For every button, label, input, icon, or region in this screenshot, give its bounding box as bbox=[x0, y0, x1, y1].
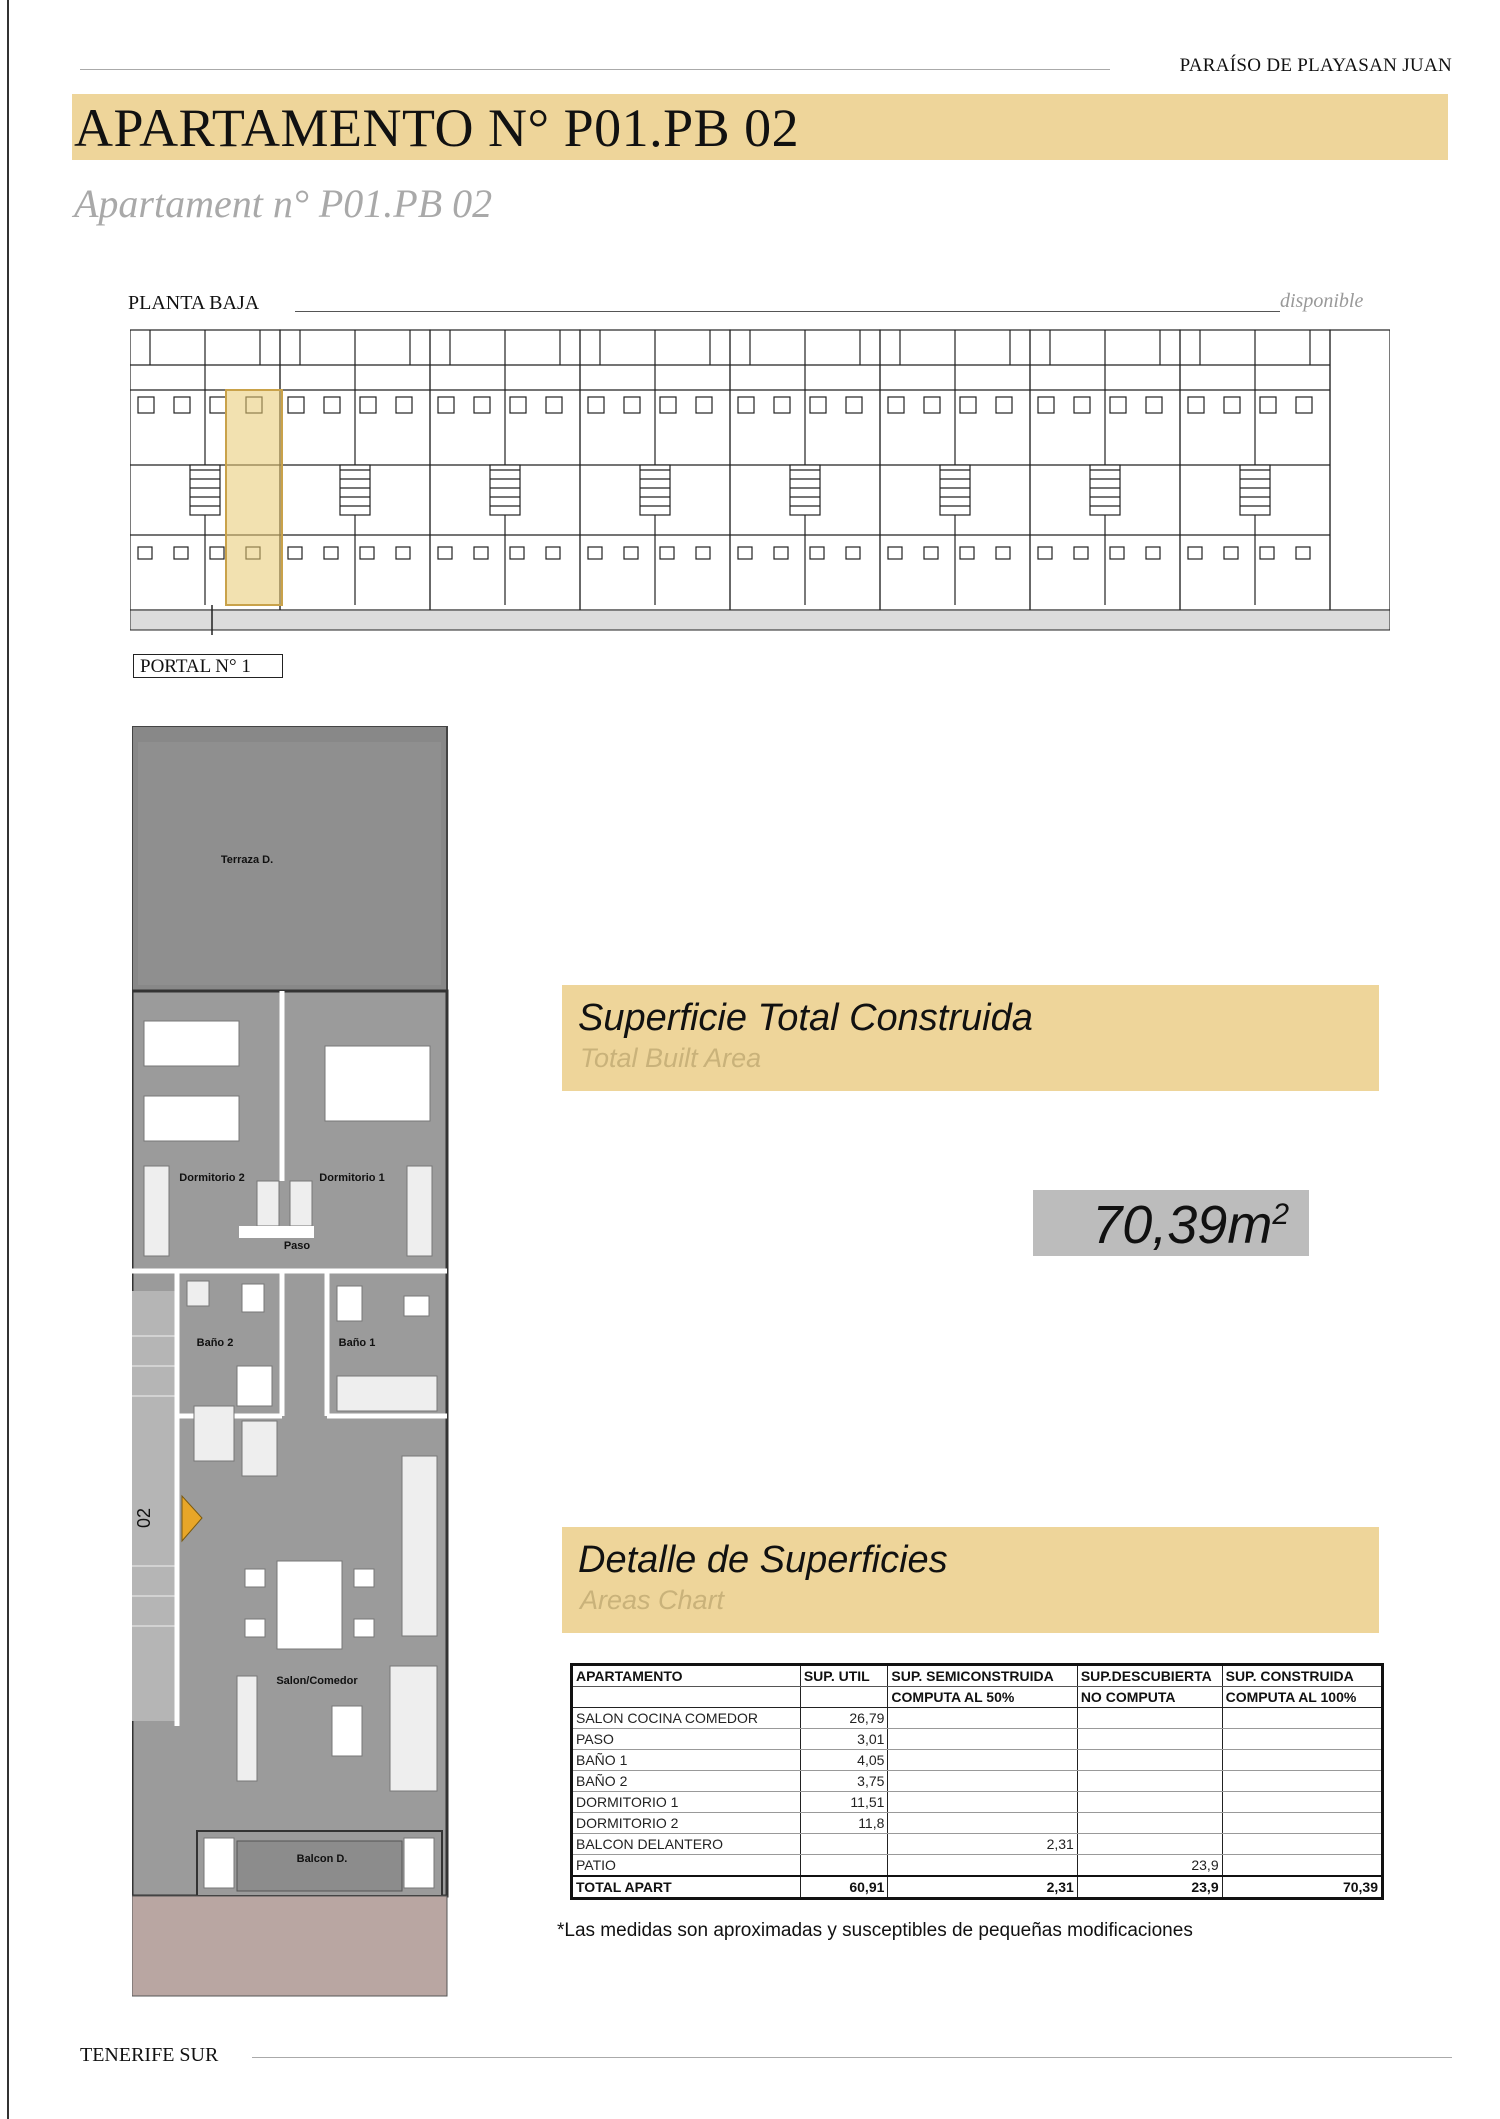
door-number: 02 bbox=[134, 1507, 154, 1529]
table-cell: BAÑO 1 bbox=[572, 1750, 801, 1771]
table-total-cell: 70,39 bbox=[1222, 1876, 1382, 1899]
apartment-floor-plan bbox=[132, 726, 452, 2001]
table-cell bbox=[888, 1771, 1077, 1792]
table-header-cell: SUP. CONSTRUIDA bbox=[1222, 1665, 1382, 1687]
table-cell: 2,31 bbox=[888, 1834, 1077, 1855]
table-row bbox=[572, 1813, 1383, 1834]
table-row bbox=[572, 1855, 1383, 1877]
table-row bbox=[572, 1729, 1383, 1750]
table-cell: DORMITORIO 2 bbox=[572, 1813, 801, 1834]
table-cell: PATIO bbox=[572, 1855, 801, 1877]
brand-name: PARAÍSO DE PLAYASAN JUAN bbox=[1179, 55, 1452, 76]
table-row bbox=[572, 1792, 1383, 1813]
floor-rule bbox=[295, 311, 1280, 312]
room-label-terraza: Terraza D. bbox=[220, 854, 274, 866]
detail-title: Detalle de Superficies bbox=[578, 1539, 948, 1581]
room-label-dormitorio1: Dormitorio 1 bbox=[319, 1172, 385, 1184]
table-header-row bbox=[572, 1687, 1383, 1708]
table-cell bbox=[888, 1855, 1077, 1877]
table-cell bbox=[1222, 1813, 1382, 1834]
table-cell bbox=[1077, 1792, 1222, 1813]
table-cell bbox=[1222, 1855, 1382, 1877]
detail-panel bbox=[562, 1527, 1379, 1633]
table-cell bbox=[1077, 1771, 1222, 1792]
table-total-row bbox=[572, 1876, 1383, 1899]
table-cell bbox=[888, 1729, 1077, 1750]
room-label-bano2: Baño 2 bbox=[196, 1337, 234, 1349]
total-area-panel bbox=[562, 985, 1379, 1091]
footer-rule bbox=[252, 2057, 1452, 2058]
table-cell bbox=[1077, 1813, 1222, 1834]
page-subtitle: Apartament n° P01.PB 02 bbox=[74, 181, 493, 226]
room-label-dormitorio2: Dormitorio 2 bbox=[179, 1172, 245, 1184]
table-cell: 4,05 bbox=[800, 1750, 888, 1771]
detail-subtitle: Areas Chart bbox=[580, 1585, 725, 1615]
table-cell bbox=[1077, 1708, 1222, 1729]
table-cell: 11,8 bbox=[800, 1813, 888, 1834]
left-border bbox=[7, 0, 9, 2119]
areas-table bbox=[570, 1663, 1384, 1900]
room-label-salon: Salon/Comedor bbox=[276, 1675, 358, 1687]
table-header-cell bbox=[572, 1687, 801, 1708]
table-cell: 3,75 bbox=[800, 1771, 888, 1792]
table-total-cell: 23,9 bbox=[1077, 1876, 1222, 1899]
table-cell bbox=[888, 1708, 1077, 1729]
table-header-cell: COMPUTA AL 50% bbox=[888, 1687, 1077, 1708]
table-header-cell: COMPUTA AL 100% bbox=[1222, 1687, 1382, 1708]
table-row bbox=[572, 1834, 1383, 1855]
total-area-value: $70,39m^2$ bbox=[1092, 1195, 1289, 1255]
footer-location: TENERIFE SUR bbox=[80, 2044, 219, 2066]
table-cell bbox=[1222, 1792, 1382, 1813]
total-area-box bbox=[1033, 1190, 1309, 1256]
measurement-note: *Las medidas son aproximadas y susceptibles de pequeñas modificaciones bbox=[557, 1920, 1193, 1941]
table-cell bbox=[800, 1834, 888, 1855]
portal-label: PORTAL N° 1 bbox=[133, 654, 283, 678]
table-row bbox=[572, 1708, 1383, 1729]
table-total-cell: 2,31 bbox=[888, 1876, 1077, 1899]
table-cell bbox=[888, 1792, 1077, 1813]
table-header-cell: APARTAMENTO bbox=[572, 1665, 801, 1687]
table-cell: SALON COCINA COMEDOR bbox=[572, 1708, 801, 1729]
table-cell: BALCON DELANTERO bbox=[572, 1834, 801, 1855]
table-cell bbox=[1077, 1729, 1222, 1750]
table-header-cell bbox=[800, 1687, 888, 1708]
page-title: APARTAMENTO N° P01.PB 02 bbox=[74, 98, 800, 158]
table-cell: DORMITORIO 1 bbox=[572, 1792, 801, 1813]
availability-status: disponible bbox=[1280, 290, 1364, 312]
table-header-cell: SUP. UTIL bbox=[800, 1665, 888, 1687]
table-header-cell: NO COMPUTA bbox=[1077, 1687, 1222, 1708]
table-total-cell: 60,91 bbox=[800, 1876, 888, 1899]
room-label-balcon: Balcon D. bbox=[296, 1853, 348, 1865]
table-header-cell: SUP.DESCUBIERTA bbox=[1077, 1665, 1222, 1687]
table-cell bbox=[1077, 1834, 1222, 1855]
table-header-row bbox=[572, 1665, 1383, 1687]
table-cell bbox=[800, 1855, 888, 1877]
table-cell bbox=[1222, 1729, 1382, 1750]
total-area-title: Superficie Total Construida bbox=[578, 997, 1033, 1039]
table-cell: 26,79 bbox=[800, 1708, 888, 1729]
table-cell: 23,9 bbox=[1077, 1855, 1222, 1877]
header-rule bbox=[80, 69, 1110, 70]
table-cell: 11,51 bbox=[800, 1792, 888, 1813]
table-row bbox=[572, 1771, 1383, 1792]
table-cell: 3,01 bbox=[800, 1729, 888, 1750]
site-plan bbox=[130, 325, 1390, 635]
table-cell bbox=[888, 1813, 1077, 1834]
table-cell: BAÑO 2 bbox=[572, 1771, 801, 1792]
selected-unit-highlight bbox=[226, 390, 282, 605]
table-cell bbox=[1222, 1708, 1382, 1729]
table-header-cell: SUP. SEMICONSTRUIDA bbox=[888, 1665, 1077, 1687]
table-cell bbox=[1222, 1834, 1382, 1855]
table-cell bbox=[1222, 1771, 1382, 1792]
table-cell bbox=[888, 1750, 1077, 1771]
total-area-subtitle: Total Built Area bbox=[580, 1043, 762, 1073]
room-label-paso: Paso bbox=[283, 1240, 311, 1252]
table-cell bbox=[1222, 1750, 1382, 1771]
table-total-cell: TOTAL APART bbox=[572, 1876, 801, 1899]
table-cell bbox=[1077, 1750, 1222, 1771]
room-label-bano1: Baño 1 bbox=[338, 1337, 376, 1349]
floor-label: PLANTA BAJA bbox=[128, 292, 260, 314]
table-row bbox=[572, 1750, 1383, 1771]
table-cell: PASO bbox=[572, 1729, 801, 1750]
